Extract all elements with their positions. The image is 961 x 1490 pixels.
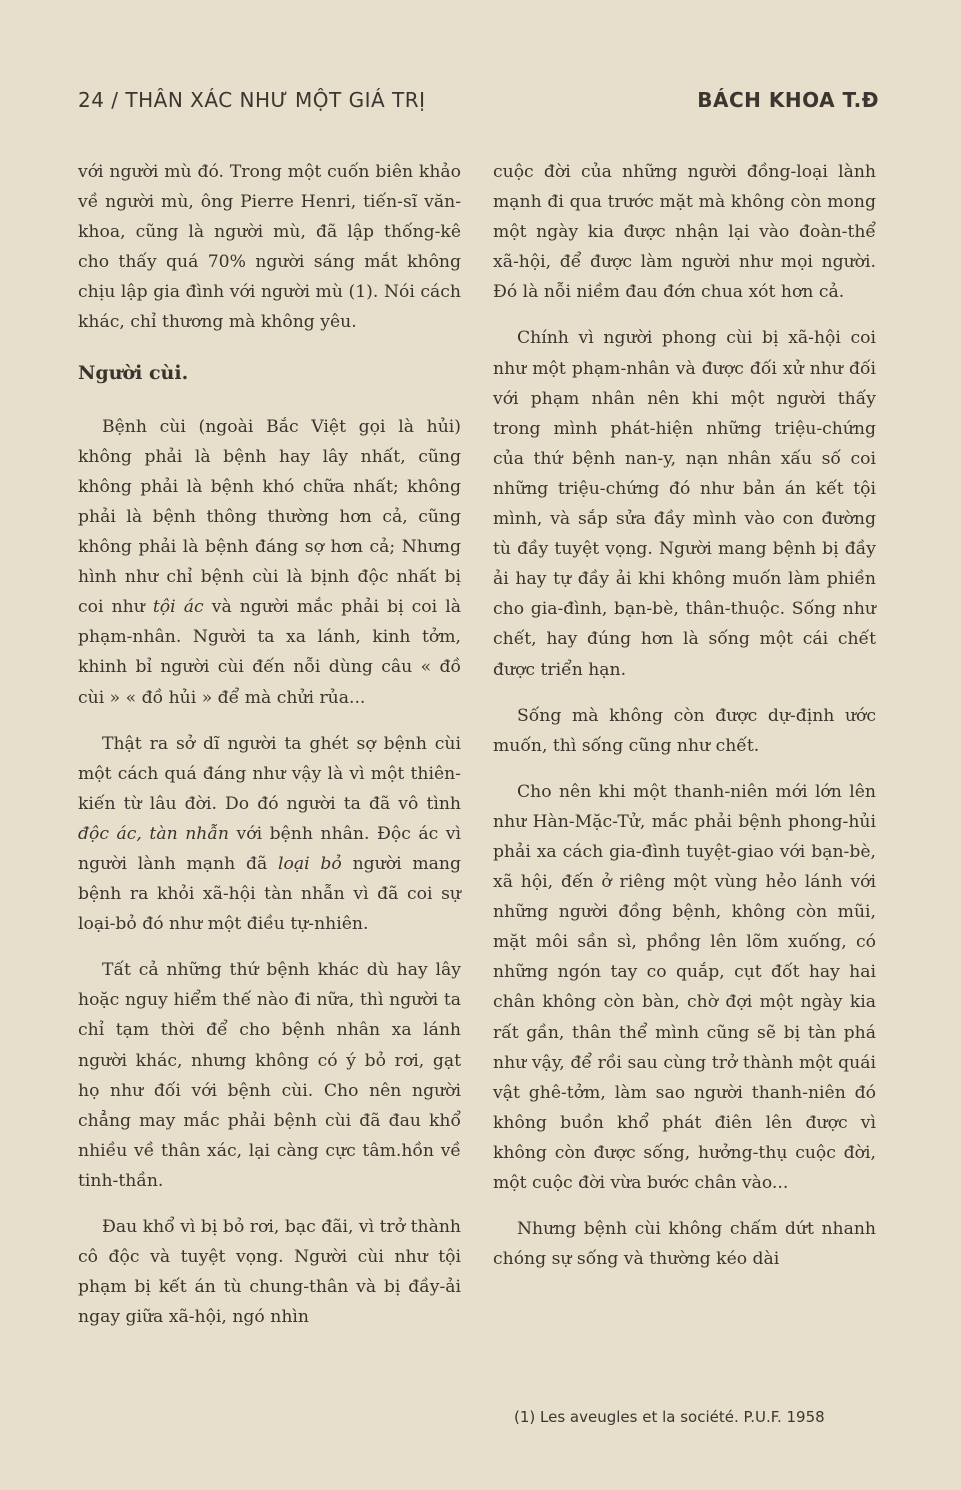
paragraph: với người mù đó. Trong một cuốn biên khảo về người mù, ông Pierre Henri, tiến-sĩ văn-khoa, cũng là người mù, đã lập thống-kê cho thấy quá 70% người sáng mắt không chịu lập gia đình với người mù (1). Nói cách khác, chỉ thương mà không yêu. bbox=[78, 162, 461, 333]
paragraph: cuộc đời của những người đồng-loại lành mạnh đi qua trước mặt mà không còn mong một ngày kia được nhận lại vào đoàn-thể xã-hội, để được làm người như mọi người. Đó là nỗi niềm đau đớn chua xót hơn cả. bbox=[493, 162, 876, 303]
left-column bbox=[78, 157, 461, 1348]
paragraph: Sống mà không còn được dự-định ước muốn, thì sống cũng như chết. bbox=[493, 705, 876, 756]
right-column bbox=[493, 157, 876, 1290]
text: và người mắc phải bị coi là phạm-nhân. Người ta xa lánh, kinh tởm, khinh bỉ người cùi đến nỗi dùng câu « đồ cùi » « đồ hủi » để mà chửi rủa... bbox=[78, 597, 461, 708]
paragraph: Đau khổ vì bị bỏ rơi, bạc đãi, vì trở thành cô độc và tuyệt vọng. Người cùi như tội phạm bị kết án tù chung-thân và bị đầy-ải ngay giữa xã-hội, ngó nhìn bbox=[78, 1217, 461, 1328]
text: Bệnh cùi (ngoài Bắc Việt gọi là hủi) không phải là bệnh hay lây nhất, cũng không phải là bệnh khó chữa nhất; không phải là bệnh thông thường hơn cả, cũng không phải là bệnh đáng sợ hơn cả; Nhưng hình như chỉ bệnh cùi là bịnh độc nhất bị coi như bbox=[78, 416, 461, 618]
footnote: (1) Les aveugles et la société. P.U.F. 1958 bbox=[514, 1408, 825, 1426]
text: với bệnh nhân. Độc ác vì người lành mạnh đã bbox=[78, 823, 462, 874]
paragraph: Tất cả những thứ bệnh khác dù hay lây hoặc nguy hiểm thế nào đi nữa, thì người ta chỉ tạm thời để cho bệnh nhân xa lánh người khác, nhưng không có ý bỏ rơi, gạt họ như đối với bệnh cùi. Cho nên người chẳng may mắc phải bệnh cùi đã đau khổ nhiều về thân xác, lại càng cực tâm.hồn về tinh-thần. bbox=[78, 960, 461, 1191]
emphasis: loại bỏ bbox=[278, 853, 342, 874]
paragraph bbox=[78, 729, 461, 940]
running-head-right: BÁCH KHOA T.Đ bbox=[697, 88, 879, 112]
section-heading: Người cùi. bbox=[78, 361, 189, 384]
text: Thật ra sở dĩ người ta ghét sợ bệnh cùi một cách quá đáng như vậy là vì một thiên-kiến từ lâu đời. Do đó người ta đã vô tình bbox=[78, 733, 461, 814]
paragraph bbox=[78, 412, 461, 713]
paragraph: Chính vì người phong cùi bị xã-hội coi như một phạm-nhân và được đối xử như đối với phạm nhân nên khi một người thấy trong mình phát-hiện những triệu-chứng của thứ bệnh nan-y, nạn nhân xấu số coi những triệu-chứng đó như bản án kết tội mình, và sắp sửa đầy mình vào con đường tù đầy tuyệt vọng. Người mang bệnh bị đầy ải hay tự đầy ải khi không muốn làm phiền cho gia-đình, bạn-bè, thân-thuộc. Sống như chết, hay đúng hơn là sống một cái chết được triển hạn. bbox=[493, 328, 876, 680]
running-head-left: 24 / THÂN XÁC NHƯ MỘT GIÁ TRỊ bbox=[78, 88, 426, 112]
paragraph: Nhưng bệnh cùi không chấm dứt nhanh chóng sự sống và thường kéo dài bbox=[493, 1219, 876, 1270]
emphasis: độc ác, tàn nhẫn bbox=[78, 823, 229, 844]
paragraph: Cho nên khi một thanh-niên mới lớn lên như Hàn-Mặc-Tử, mắc phải bệnh phong-hủi phải xa cách gia-đình tuyệt-giao với bạn-bè, xã hội, đến ở riêng một vùng hẻo lánh với những người đồng bệnh, không còn mũi, mặt môi sần sì, phồng lên lõm xuống, có những ngón tay co quắp, cụt đốt hay hai chân không còn bàn, chờ đợi một ngày kia rất gần, thân thể mình cũng sẽ bị tàn phá như vậy, để rồi sau cùng trở thành một quái vật ghê-tởm, làm sao người thanh-niên đó không buồn khổ phát điên lên được vì không còn được sống, hưởng-thụ cuộc đời, một cuộc đời vừa bước chân vào... bbox=[493, 781, 876, 1193]
text: người mang bệnh ra khỏi xã-hội tàn nhẫn vì đã coi sự loại-bỏ đó như một điều tự-nhiên. bbox=[78, 853, 461, 935]
emphasis: tội ác bbox=[152, 597, 204, 618]
